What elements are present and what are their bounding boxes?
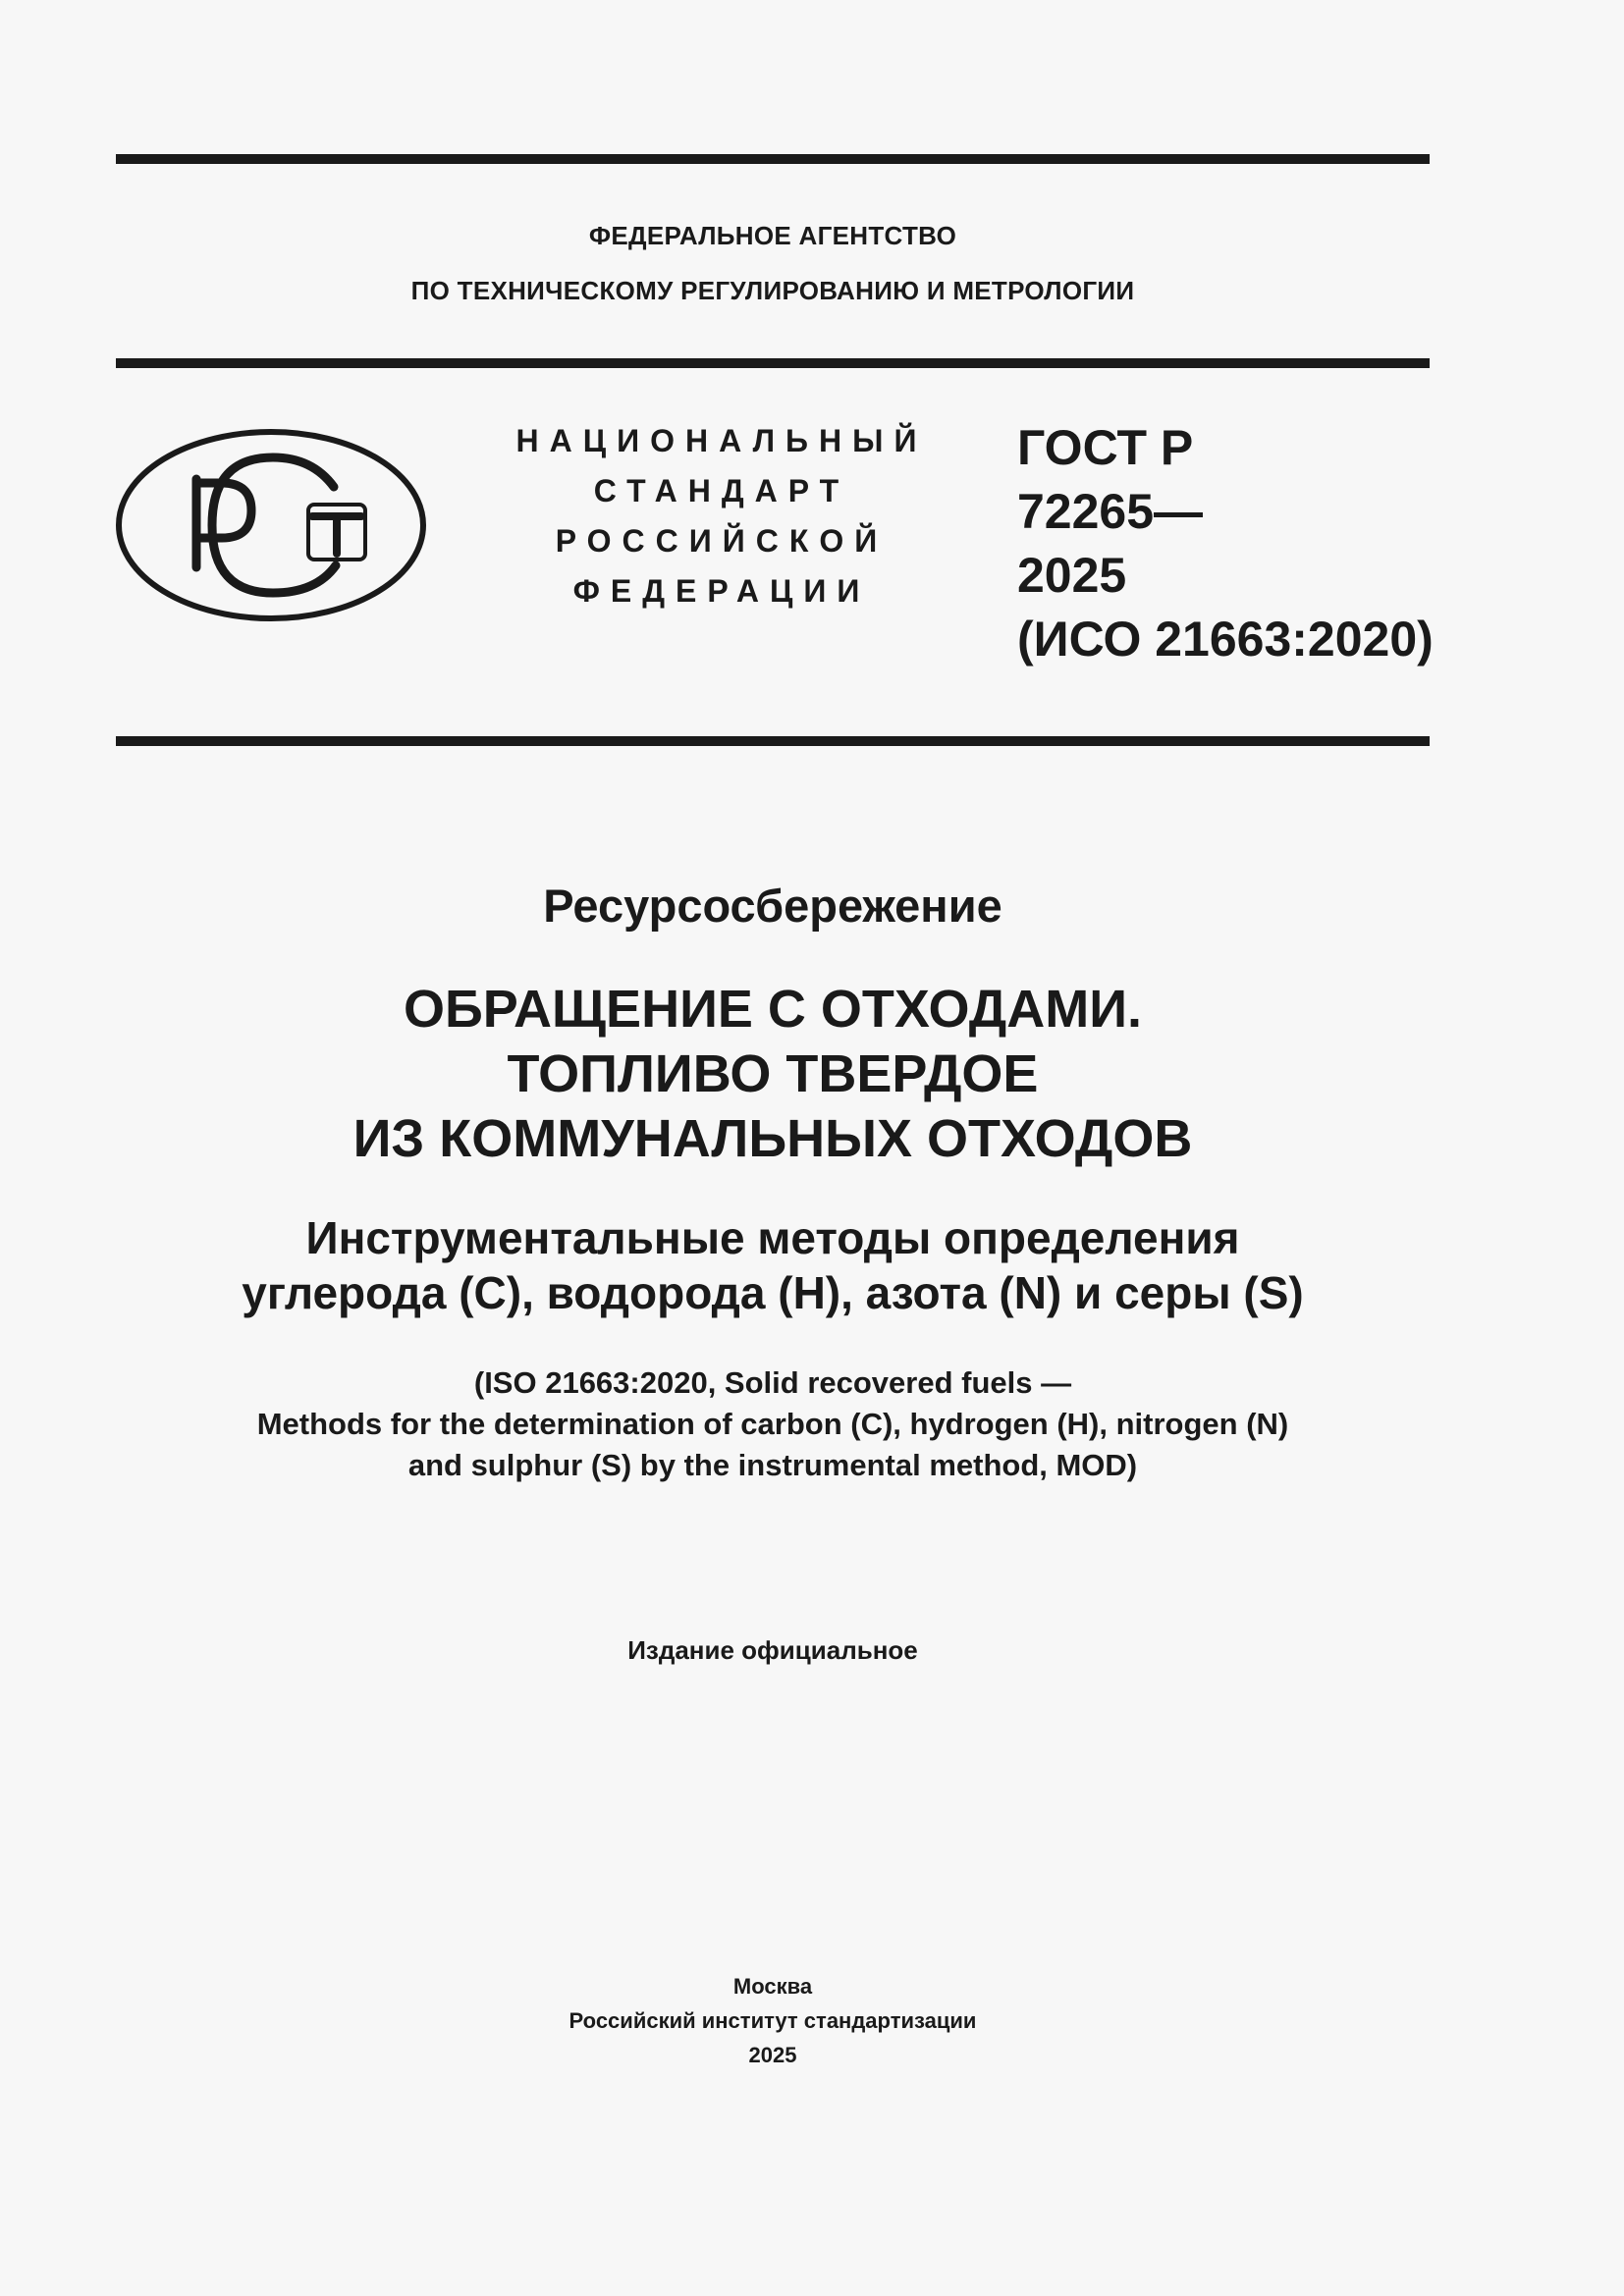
national-line-2: СТАНДАРТ — [593, 473, 850, 508]
document-subject: Ресурсосбережение — [543, 880, 1002, 932]
subtitle-line-2: углерода (С), водорода (Н), азота (N) и серы (S) — [242, 1267, 1304, 1318]
national-line-1: НАЦИОНАЛЬНЫЙ — [515, 423, 928, 458]
header-rule — [116, 358, 1430, 368]
rst-certification-logo-icon — [116, 428, 426, 622]
agency-heading — [116, 208, 1430, 318]
standard-code-line-1: ГОСТ Р — [1017, 420, 1194, 475]
standard-code-line-2: 72265— — [1017, 484, 1204, 539]
edition-label: Издание официальное — [627, 1635, 918, 1665]
title-block-rule — [116, 736, 1430, 746]
iso-reference — [116, 1362, 1430, 1486]
national-standard-label — [481, 416, 962, 616]
document-title — [116, 977, 1430, 1171]
imprint-publisher: Российский институт стандартизации — [568, 2008, 977, 2033]
imprint — [116, 1969, 1430, 2072]
title-line-2: ТОПЛИВО ТВЕРДОЕ — [507, 1044, 1039, 1103]
iso-line-3: and sulphur (S) by the instrumental method, MOD) — [407, 1448, 1138, 1482]
imprint-year: 2025 — [748, 2043, 797, 2067]
standard-code-line-4: (ИСО 21663:2020) — [1017, 612, 1434, 667]
standard-code — [1017, 416, 1434, 671]
agency-line-1: ФЕДЕРАЛЬНОЕ АГЕНТСТВО — [588, 221, 957, 250]
title-line-3: ИЗ КОММУНАЛЬНЫХ ОТХОДОВ — [352, 1109, 1193, 1168]
top-rule — [116, 154, 1430, 164]
subtitle-line-1: Инструментальные методы определения — [305, 1212, 1240, 1263]
document-subtitle — [116, 1210, 1430, 1320]
iso-line-2: Methods for the determination of carbon (C), hydrogen (H), nitrogen (N) — [256, 1407, 1289, 1441]
national-line-4: ФЕДЕРАЦИИ — [572, 573, 871, 609]
imprint-city: Москва — [732, 1974, 813, 1999]
standard-code-line-3: 2025 — [1017, 548, 1127, 603]
national-line-3: РОССИЙСКОЙ — [555, 523, 889, 559]
iso-line-1: (ISO 21663:2020, Solid recovered fuels — — [473, 1365, 1072, 1400]
agency-line-2: ПО ТЕХНИЧЕСКОМУ РЕГУЛИРОВАНИЮ И МЕТРОЛОГИИ — [410, 276, 1135, 305]
title-line-1: ОБРАЩЕНИЕ С ОТХОДАМИ. — [403, 980, 1143, 1039]
